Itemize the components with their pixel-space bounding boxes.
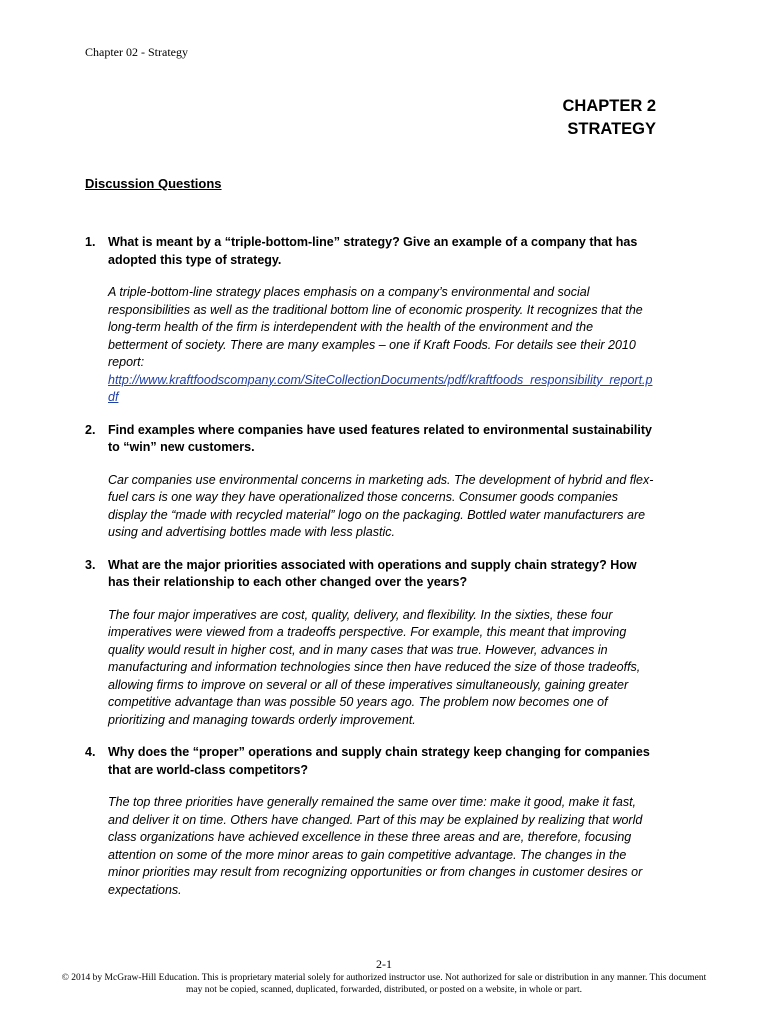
answer-text: The top three priorities have generally remained the same over time: make it good, make it fast, and deliver it on time. Others have changed. Part of this may be explained by realizing that world class organizations have achieved excellence in these three areas and are, therefore, focusing attention on some of the more minor areas to gain competitive advantage. The changes in the minor priorities may result from recognizing opportunities or from changes in customer desires or expectations.: [108, 795, 643, 897]
question-item: [85, 422, 655, 542]
answer-body: A triple-bottom-line strategy places emphasis on a company’s environmental and social responsibilities as well as the traditional bottom line of economic prosperity. It recognizes that the long-term health of the firm is interdependent with the health of the environment and the betterment of society. There are many examples – one if Kraft Foods. For details see their 2010 report:: [108, 285, 643, 369]
answer-text: The four major imperatives are cost, quality, delivery, and flexibility. In the sixties, these four imperatives were viewed from a tradeoffs perspective. For example, this meant that improving quality would result in higher cost, and in many cases that was true. However, advances in manufacturing and information technologies since then have reduced the size of those tradeoffs, allowing firms to improve on several or all of these imperatives simultaneously, gaining greater competitive advantage than was possible 50 years ago. The problem now becomes one of prioritizing and managing towards orderly improvement.: [108, 607, 641, 727]
running-head: Chapter 02 - Strategy: [85, 45, 188, 59]
question-text: Find examples where companies have used features related to environmental sustainability to “win” new customers.: [108, 422, 652, 454]
answer-text: [108, 284, 655, 407]
section-heading: Discussion Questions: [85, 176, 222, 191]
question-text: Why does the “proper” operations and supply chain strategy keep changing for companies that are world-class competitors?: [108, 745, 650, 777]
question-number: 2.: [85, 422, 96, 437]
question-item: [85, 744, 655, 899]
copyright-notice: © 2014 by McGraw-Hill Education. This is proprietary material solely for authorized instructor use. Not authorized for sale or distribution in any manner. This document may not be copied, scanned, duplicated, forwarded, distributed, or posted on a website, in whole or part.: [61, 973, 707, 995]
question-text: What are the major priorities associated with operations and supply chain strategy? How has their relationship to each other changed over the years?: [108, 557, 637, 589]
question-item: [85, 234, 655, 407]
discussion-questions-list: [85, 234, 655, 914]
question-number: 4.: [85, 745, 96, 759]
question-number: 1.: [85, 235, 96, 249]
chapter-label: CHAPTER 2: [562, 97, 656, 115]
page-footer: [60, 957, 708, 996]
question-item: [85, 557, 655, 730]
question-number: 3.: [85, 557, 96, 572]
chapter-title: [562, 95, 656, 141]
page-number: 2-1: [376, 957, 392, 971]
report-link[interactable]: http://www.kraftfoodscompany.com/SiteCollectionDocuments/pdf/kraftfoods_responsibility_report.pdf: [108, 372, 653, 404]
chapter-name: STRATEGY: [567, 120, 656, 138]
question-text: What is meant by a “triple-bottom-line” strategy? Give an example of a company that has adopted this type of strategy.: [108, 235, 638, 267]
answer-text: Car companies use environmental concerns in marketing ads. The development of hybrid and flex-fuel cars is one way they have operationalized those concerns. Consumer goods companies display the “made with recycled material” logo on the packaging. Bottled water manufacturers are using and advertising bottles made with less plastic.: [108, 472, 654, 539]
